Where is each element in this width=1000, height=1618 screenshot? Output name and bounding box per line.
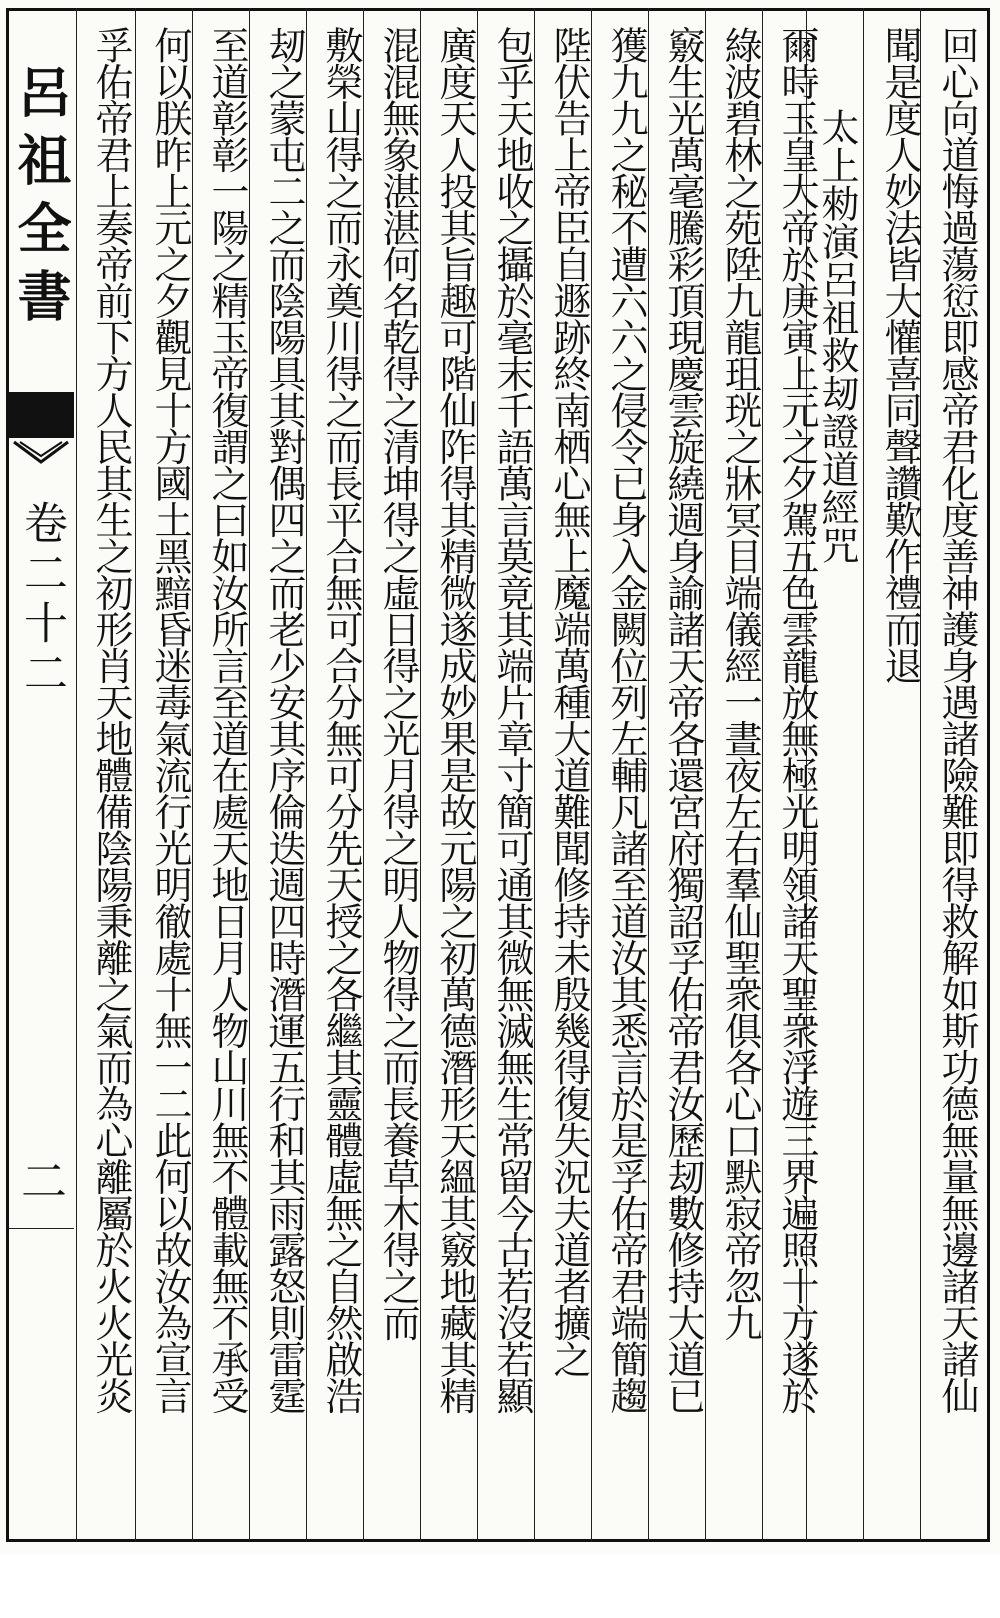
text-column: 混混無象湛湛何名乾得之清坤得之虛日得之光月得之明人物得之而長養草木得之而 xyxy=(376,26,420,1340)
text-column: 陛伏告上帝臣自遯跡終南栖心無上魔端萬種大道難聞修持未殷幾得復失況夫道者擴之 xyxy=(547,26,591,1377)
text-column: 獲九九之秘不遭六六之侵令已身入金闕位列左輔凡諸至道汝其悉言於是孚佑帝君端簡趨 xyxy=(604,26,648,1413)
section-title: 太上勑演呂祖救刼證道經咒 xyxy=(815,108,859,564)
text-column: 至道彰彰一陽之精玉帝復謂之曰如汝所言至道在處天地日月人物山川無不體載無不承受 xyxy=(205,26,249,1413)
text-column: 竅生光萬毫騰彩頂現慶雲旋繞週身諭諸天帝各還宮府獨詔孚佑帝君汝歷刼數修持大道已 xyxy=(661,26,705,1413)
text-column: 孚佑帝君上奏帝前下方人民其生之初形肖天地體備陰陽秉離之氣而為心離屬於火火光炎 xyxy=(89,26,133,1413)
text-column: 爾時玉皇大帝於庚寅上元之夕駕五色雲龍放無極光明領諸天聖衆浮遊三界遍照十方遂於 xyxy=(775,26,819,1413)
book-title: 呂祖全書 xyxy=(9,64,73,336)
text-column: 刼之蒙屯二之而陰陽具其對偶四之而老少安其序倫迭週四時潛運五行和其雨露怒則雷霆 xyxy=(262,26,306,1413)
text-column: 廣度天人投其旨趣可階仙阼得其精微遂成妙果是故元陽之初萬德潛形天縕其竅地藏其精 xyxy=(433,26,477,1413)
text-column: 何以朕昨上元之夕觀見十方國土黑黯昏迷毒氣流行光明徹處十無一二此何以故汝為宣言 xyxy=(148,26,192,1413)
text-column: 包乎天地收之攝於毫末千語萬言莫竟其端片章寸簡可通其微無滅無生常留今古若沒若顯 xyxy=(490,26,534,1413)
text-column: 聞是度人妙法皆大懽喜同聲讚歎作禮而退 xyxy=(878,26,922,683)
volume-label: 卷二十二 xyxy=(16,500,67,700)
page-number: 二 xyxy=(14,1157,68,1203)
text-column: 綠波碧林之苑陞九龍珇珖之牀冥目端儀經一晝夜左右羣仙聖衆俱各心口默寂帝忽九 xyxy=(718,26,762,1340)
fish-tail-mark-icon xyxy=(12,440,70,480)
text-column: 回心向道悔過蕩愆即感帝君化度善神護身遇諸險難即得救解如斯功德無量無邊諸天諸仙 xyxy=(935,26,979,1413)
text-column: 敷榮山得之而永奠川得之而長平合無可合分無可分先天授之各繼其靈體虛無之自然啟浩 xyxy=(319,26,363,1413)
gutter-divider xyxy=(8,1228,74,1229)
column-rule xyxy=(76,8,77,1542)
margin-gutter xyxy=(8,10,74,1540)
black-band-divider xyxy=(8,392,74,438)
